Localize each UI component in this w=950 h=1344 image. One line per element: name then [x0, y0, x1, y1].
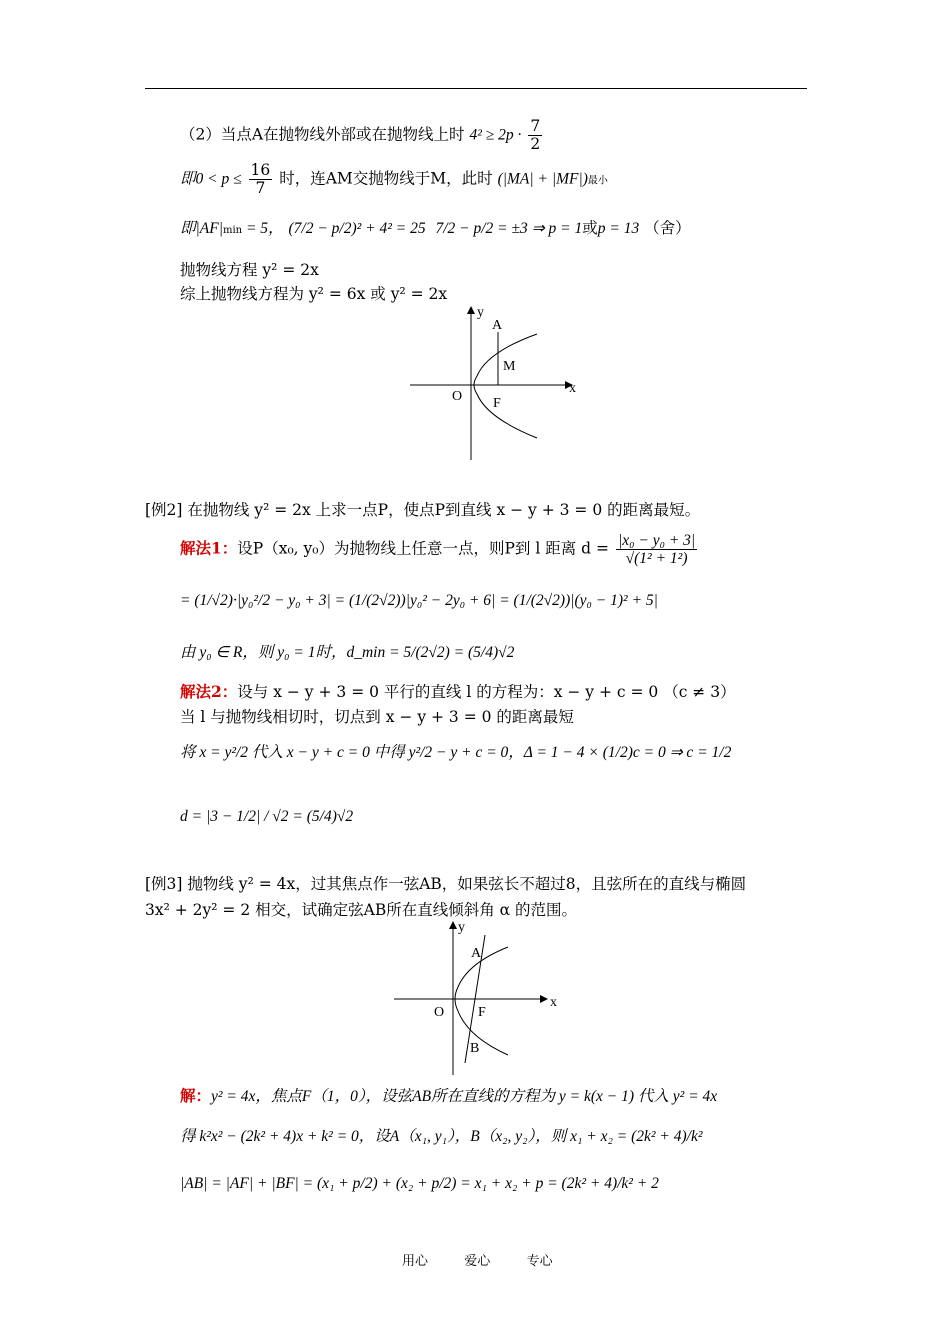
label-y: y: [458, 920, 465, 935]
label-f: F: [478, 1005, 486, 1020]
fraction-16-7: $\frac{16}{7}$: [250, 161, 271, 198]
distance-fraction: $\frac{\text{|x₀ − y₀ + 3|}}{\text{√(1² + 1²)}}$: [617, 532, 696, 568]
ex2-solution1-line2: = (1/√2)·|y₀²/2 − y₀ + 3| = (1/(2√2))|y₀² − 2y₀ + 6| = (1/(2√2))|(y₀ − 1)² + 5|: [180, 592, 658, 609]
ex2-solution2-line3: 将 x = y²/2 代入 x − y + c = 0 中得 y²/2 − y + c = 0，Δ = 1 − 4 × (1/2)c = 0 ⇒ c = 1/2: [180, 744, 732, 761]
part2-line2-ineq: 即0 < p ≤: [180, 170, 242, 188]
footer-text-2: 爱心: [464, 1254, 491, 1269]
parabola-curve: [455, 947, 508, 1055]
ex2-solution2-line4: d = |3 − 1/2| / √2 = (5/4)√2: [180, 808, 354, 825]
part2-line3: 即|AF|min = 5， (7/2 − p/2)² + 4² = 25 7/2 − p/2 = ±3 ⇒ p = 1或p = 13 （舍）: [180, 219, 691, 237]
ex3-solution-line2: 得 k²x² − (2k² + 4)x + k² = 0，设A（x₁, y₁），B（x₂, y₂），则 x₁ + x₂ = (2k² + 4)/k²: [180, 1128, 703, 1145]
part2-line3-eq1: (7/2 − p/2)² + 4² = 25: [288, 220, 426, 237]
part2-line2-text: 时，连AM交抛物线于M，此时: [279, 169, 493, 188]
parabola-graph-2: [390, 915, 570, 1080]
label-y: y: [477, 305, 484, 320]
ex2-solution1-line3: 由 y₀ ∈ R，则 y₀ = 1时，d_min = 5/(2√2) = (5/4)√2: [180, 644, 515, 661]
part2-line2: 即0 < p ≤ $\frac{16}{7}$ 时，连AM交抛物线于M，此时 (|MA| + |MF|)最小: [180, 161, 608, 198]
header-rule: [145, 88, 807, 89]
y-axis-arrow-icon: [449, 921, 457, 929]
footer-text-3: 专心: [526, 1254, 553, 1269]
part2-line1-formula: 4² ≥ 2p ·: [469, 126, 522, 144]
solution2-label: 解法2：: [180, 682, 238, 701]
part2-line1-text: （2）当点A在抛物线外部或在抛物线上时: [180, 125, 465, 144]
solution1-label: 解法1：: [180, 538, 238, 558]
solution-label: 解：: [180, 1086, 212, 1105]
label-o: O: [434, 1005, 445, 1020]
footer-text-1: 用心: [402, 1254, 429, 1269]
ex2-solution2-line1: 解法2：设与 x − y + 3 = 0 平行的直线 l 的方程为：x − y + c = 0 （c ≠ 3）: [180, 682, 736, 701]
part2-line1: [180, 118, 544, 153]
example3-title-line2: 3x² + 2y² = 2 相交，试确定弦AB所在直线倾斜角 α 的范围。: [145, 901, 578, 919]
label-m: M: [503, 359, 516, 374]
label-x: x: [569, 381, 576, 396]
parabola-curve: [474, 334, 537, 438]
label-b: B: [470, 1041, 480, 1056]
label-o: O: [452, 389, 463, 404]
parabola-graph-1: [405, 300, 590, 465]
y-axis-arrow-icon: [467, 306, 475, 314]
ex2-solution1-line1: 解法1：设P（x₀, y₀）为抛物线上任意一点，则P到 l 距离 d = $\frac{\text{|x₀ − y₀ + 3|}}{\text{√(1² + 1²)}}$: [180, 532, 696, 568]
ex2-solution2-line2: 当 l 与抛物线相切时，切点到 x − y + 3 = 0 的距离最短: [180, 708, 574, 726]
label-a: A: [492, 318, 503, 333]
example3-title-line1: [例3] 抛物线 y² = 4x，过其焦点作一弦AB，如果弦长不超过8，且弦所在的直线与椭圆: [145, 875, 747, 893]
part2-line5: 综上抛物线方程为 y² = 6x 或 y² = 2x: [180, 285, 448, 303]
ex3-solution-line3: |AB| = |AF| + |BF| = (x₁ + p/2) + (x₂ + p/2) = x₁ + x₂ + p = (2k² + 4)/k² + 2: [180, 1175, 659, 1192]
footer: [402, 1250, 553, 1269]
x-axis-arrow-icon: [540, 995, 548, 1003]
part2-line3-eq2: 7/2 − p/2 = ±3 ⇒ p = 1: [435, 220, 583, 237]
label-x: x: [550, 995, 557, 1010]
example2-title: [例2] 在抛物线 y² = 2x 上求一点P，使点P到直线 x − y + 3 = 0 的距离最短。: [145, 501, 701, 519]
label-f: F: [493, 396, 501, 411]
label-a: A: [471, 946, 482, 961]
part2-line4: 抛物线方程 y² = 2x: [180, 261, 319, 279]
part2-line2-expr: (|MA| + |MF|): [497, 170, 588, 188]
fraction-7-2: $\frac{7}{2}$: [530, 117, 541, 154]
ex3-solution-line1: 解：y² = 4x，焦点F（1，0），设弦AB所在直线的方程为 y = k(x − 1) 代入 y² = 4x: [180, 1086, 718, 1105]
